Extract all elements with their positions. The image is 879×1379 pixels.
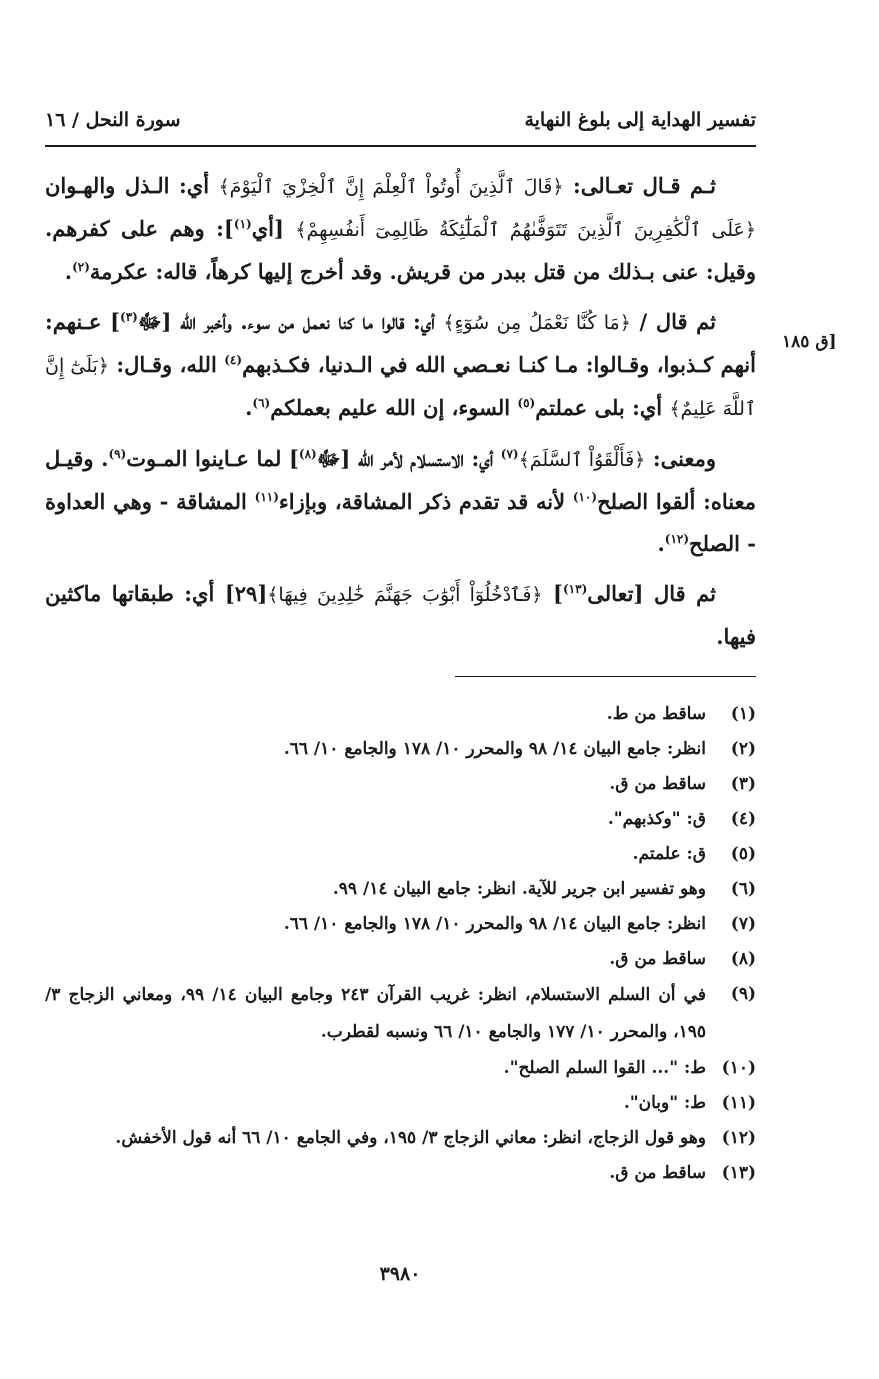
footnote-text: ط: "وبان". [623,1093,706,1113]
footnote-ref: (١١) [254,490,279,504]
quran-verse: ﴿مَا كُنَّا نَعْمَلُ مِن سُوٓءٍ﴾ [443,312,631,334]
quran-verse: ﴿فَٱدْخُلُوٓاْ أَبْوَٰبَ جَهَنَّمَ خَٰلِدِينَ فِيهَا﴾ [267,584,543,606]
text-run: ] عـنهم: أنهم كـذبوا، وقـالوا: مـا كنـا نعـصي الله في الـدنيا، فكـذبهم [45,309,756,377]
paragraph-4 [45,573,756,658]
quran-verse: ﴿عَلَى ٱلْكَٰفِرِينَ ٱلَّذِينَ تَتَوَفَّىٰهُمُ ٱلْمَلَٰٓئِكَةُ ظَالِمِىٓ أَنفُسِهِمْ﴾ [295,219,756,241]
footnote-item [45,1051,756,1086]
quran-verse: ﴿بَلَىٰٓ إِنَّ ٱللَّهَ عَلِيمٌ﴾ [45,355,756,420]
quran-verse: ﴿فَأَلْقَوُاْ ٱلسَّلَمَ﴾ [518,449,646,471]
text-run: . وقيـل معناه: ألقوا الصلح [45,446,756,514]
text-run: . [657,531,665,556]
text-run: أي: قالوا ما كنا نعمل من سوء. وأخبر الله [ﷻ [137,309,444,334]
running-header [45,100,756,140]
footnote-item [45,1121,756,1156]
footnote-number: (٩) [730,984,756,1004]
footnote-number: (١٣) [721,1163,756,1183]
footnote-ref: (١٢) [664,532,690,546]
footnote-item [45,802,756,837]
footnote-number: (١٢) [721,1128,756,1148]
footnote-item [45,1156,756,1191]
text-run: ثـم قـال تعـالى: [563,173,716,198]
footnote-number: (١) [730,704,756,724]
text-run: السوء، إن الله عليم بعملكم [270,395,518,420]
footnote-ref: (٣) [120,310,138,324]
footnote-text: ق: علمتم. [632,844,706,864]
footnote-ref: (٨) [298,447,317,461]
footnote-number: (١١) [721,1093,756,1113]
text-run: المشاقة - وهي العداوة - الصلح [45,489,756,556]
footnote-text: ساقط من ق. [609,949,706,969]
footnote-ref: (٦) [252,396,271,410]
page-number: ٣٩٨٠ [379,1263,421,1285]
text-run: ] [542,581,563,606]
text-run: [٢٩] أي: طبقاتها ماكثين فيها. [45,581,756,649]
footnote-text: انظر: جامع البيان ١٤/ ٩٨ والمحرر ١٠/ ١٧٨ والجامع ١٠/ ٦٦. [283,739,706,759]
footnote-text: ساقط من ط. [606,704,706,724]
text-run: ثم قال / [630,309,716,334]
footnote-number: (٧) [730,914,756,934]
footnote-item [45,697,756,732]
text-run: ] لما عـاينوا المـوت [126,446,299,471]
text-run: الله، وقـال: [108,352,225,377]
quran-verse: ﴿قَالَ ٱلَّذِينَ أُوتُواْ ٱلْعِلْمَ إِنَّ ٱلْخِزْيَ ٱلْيَوْمَ﴾ [218,176,564,198]
footnote-ref: (١٠) [572,490,598,504]
footnote-item [45,732,756,767]
footnote-number: (٣) [730,774,756,794]
text-run: . [245,395,253,420]
footnote-number: (٨) [730,949,756,969]
footnote-item [45,872,756,907]
footnote-item [45,767,756,802]
footnote-text: انظر: جامع البيان ١٤/ ٩٨ والمحرر ١٠/ ١٧٨ والجامع ١٠/ ٦٦. [283,914,706,934]
main-text [45,165,756,666]
footnote-ref: (٧) [500,447,519,461]
footnote-ref: (٤) [224,353,243,367]
surah-label: سورة النحل / ١٦ [45,109,181,131]
footnote-ref: (٢) [72,260,90,274]
text-run: ومعنى: [645,446,716,471]
text-run: أي: الـذل والهـوان [45,173,219,198]
footnote-text: وهو تفسير ابن جرير للآية. انظر: جامع البيان ١٤/ ٩٩. [332,879,706,899]
paragraph-2 [45,301,756,430]
footnote-item [45,977,756,1051]
paragraph-1 [45,165,756,293]
text-run: أي: بلى عملتم [535,395,670,420]
header-divider [45,145,756,147]
footnote-text: وهو قول الزجاج، انظر: معاني الزجاج ٣/ ١٩٥، وفي الجامع ١٠/ ٦٦ أنه قول الأخفش. [115,1128,706,1148]
footnote-number: (٢) [730,739,756,759]
book-title: تفسير الهداية إلى بلوغ النهاية [524,109,756,131]
footnote-number: (٦) [730,879,756,899]
footnote-item [45,1086,756,1121]
footnote-item [45,837,756,872]
paragraph-3 [45,438,756,565]
footnote-ref: (١٣) [562,582,588,596]
text-run: لأنه قد تقدم ذكر المشاقة، وبإزاء [278,489,573,514]
text-run: ]: وهم على كفرهم. وقيل: عنى بـذلك من قتل ببدر من قريش. وقد أخرج إليها كرهاً، قاله: عكرمة [45,216,756,284]
footnote-text: ق: "وكذبهم". [607,809,706,829]
footnote-text: ط: "... القوا السلم الصلح". [503,1058,706,1078]
footnote-item [45,942,756,977]
footnote-number: (١٠) [721,1058,756,1078]
footnote-item [45,907,756,942]
text-run: ثم قال [تعالى [587,581,716,606]
footnote-text: ساقط من ق. [609,774,706,794]
footnote-ref: (١) [233,217,252,231]
footnote-text: في أن السلم الاستسلام، انظر: غريب القرآن ٢٤٣ وجامع البيان ١٤/ ٩٩، ومعاني الزجاج ٣/ ١٩٥، والمحرر ١٠/ ١٧٧ والجامع ١٠/ ٦٦ ونسبه لقطرب. [45,985,706,1042]
margin-manuscript-note: [ق ١٨٥ [782,332,837,352]
footnote-number: (٤) [730,809,756,829]
footnote-ref: (٥) [517,396,536,410]
text-run: أي: الاستسلام لأمر الله [ﷻ [316,446,501,471]
footnote-divider [455,676,756,677]
footnote-ref: (٩) [108,447,127,461]
text-run: [أي [251,216,296,241]
footnote-text: ساقط من ق. [609,1163,706,1183]
text-run: . [64,259,73,284]
footnote-number: (٥) [730,844,756,864]
footnotes [45,697,756,1191]
